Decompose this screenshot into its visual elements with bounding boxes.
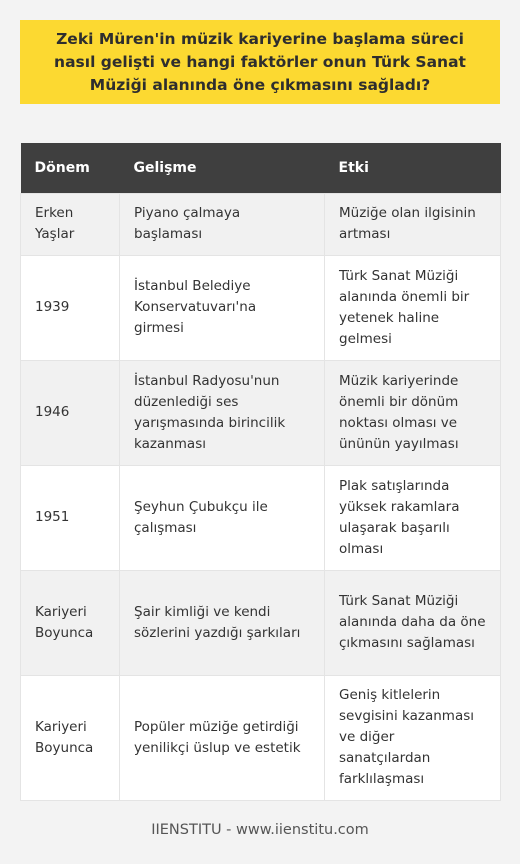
- cell-etki: Türk Sanat Müziği alanında daha da öne çıkmasını sağlaması: [325, 570, 501, 675]
- header-gelisme: Gelişme: [120, 143, 325, 193]
- footer-credit: IIENSTITU - www.iienstitu.com: [151, 822, 369, 838]
- table-row: [21, 570, 501, 675]
- cell-gelisme: İstanbul Belediye Konservatuvarı'na girmesi: [120, 255, 325, 360]
- cell-etki: Geniş kitlelerin sevgisini kazanması ve diğer sanatçılardan farklılaşması: [325, 675, 501, 800]
- header-donem: Dönem: [21, 143, 120, 193]
- cell-gelisme: Popüler müziğe getirdiği yenilikçi üslup ve estetik: [120, 675, 325, 800]
- cell-etki: Müziğe olan ilgisinin artması: [325, 193, 501, 255]
- cell-etki: Müzik kariyerinde önemli bir dönüm noktası olması ve ününün yayılması: [325, 360, 501, 465]
- cell-donem: Kariyeri Boyunca: [21, 570, 120, 675]
- table-row: [21, 193, 501, 255]
- cell-gelisme: Piyano çalmaya başlaması: [120, 193, 325, 255]
- timeline-table: [20, 143, 501, 801]
- cell-donem: 1946: [21, 360, 120, 465]
- page-title: Zeki Müren'in müzik kariyerine başlama süreci nasıl gelişti ve hangi faktörler onun Türk Sanat Müziği alanında öne çıkmasını sağladı?: [54, 29, 466, 94]
- table-row: [21, 255, 501, 360]
- cell-gelisme: İstanbul Radyosu'nun düzenlediği ses yarışmasında birincilik kazanması: [120, 360, 325, 465]
- table-row: [21, 465, 501, 570]
- cell-gelisme: Şair kimliği ve kendi sözlerini yazdığı şarkıları: [120, 570, 325, 675]
- table-row: [21, 360, 501, 465]
- cell-donem: 1951: [21, 465, 120, 570]
- title-banner: [20, 20, 500, 104]
- table-header-row: [21, 143, 501, 193]
- cell-donem: Erken Yaşlar: [21, 193, 120, 255]
- cell-etki: Plak satışlarında yüksek rakamlara ulaşarak başarılı olması: [325, 465, 501, 570]
- cell-etki: Türk Sanat Müziği alanında önemli bir yetenek haline gelmesi: [325, 255, 501, 360]
- cell-donem: Kariyeri Boyunca: [21, 675, 120, 800]
- cell-gelisme: Şeyhun Çubukçu ile çalışması: [120, 465, 325, 570]
- header-etki: Etki: [325, 143, 501, 193]
- cell-donem: 1939: [21, 255, 120, 360]
- table-row: [21, 675, 501, 800]
